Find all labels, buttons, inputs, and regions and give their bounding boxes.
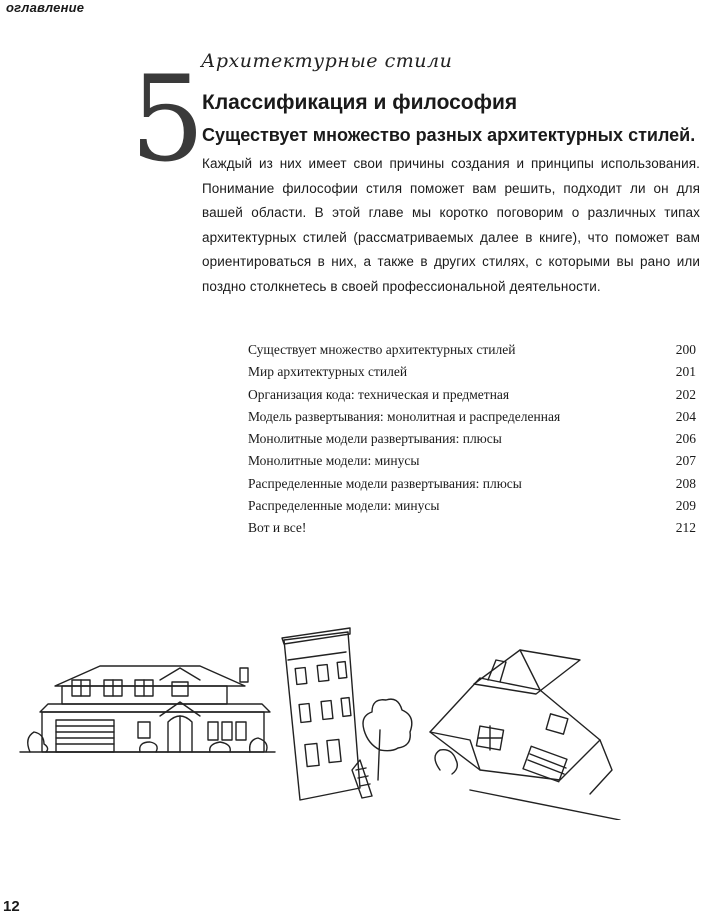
houses-illustration	[0, 620, 703, 820]
townhouse-illustration	[282, 628, 412, 800]
toc-entry[interactable]	[248, 406, 696, 428]
chapter-title: Классификация и философия	[202, 91, 518, 114]
toc-entry-label: Монолитные модели: минусы	[248, 453, 420, 469]
toc-entry[interactable]	[248, 473, 696, 495]
toc-entry-label: Модель развертывания: монолитная и распределенная	[248, 408, 561, 424]
toc-entry-label: Распределенные модели: минусы	[248, 498, 440, 514]
toc-entry-page: 207	[675, 453, 696, 469]
toc-entry-page: 209	[675, 498, 696, 514]
toc-entry-label: Вот и все!	[248, 520, 307, 536]
toc-entry-label: Монолитные модели развертывания: плюсы	[248, 431, 502, 447]
tilted-house-illustration	[430, 650, 620, 820]
toc-entry-page: 202	[675, 386, 696, 402]
toc-entry-page: 204	[675, 408, 696, 424]
table-of-contents	[248, 339, 696, 540]
toc-entry-label: Существует множество архитектурных стилей	[248, 342, 516, 357]
toc-entry[interactable]	[248, 450, 696, 472]
part-title: Архитектурные стили	[201, 50, 453, 72]
toc-entry[interactable]	[248, 361, 696, 383]
page-number: 12	[3, 898, 20, 915]
toc-entry[interactable]	[248, 384, 696, 406]
section-label: оглавление	[6, 0, 85, 15]
toc-entry[interactable]	[248, 495, 696, 517]
toc-entry-page: 212	[675, 520, 696, 536]
toc-entry-label: Распределенные модели развертывания: плюсы	[248, 475, 522, 491]
toc-entry-page: 200	[675, 342, 696, 357]
toc-entry[interactable]	[248, 517, 696, 539]
house-illustration	[20, 666, 275, 752]
toc-entry-label: Мир архитектурных стилей	[248, 364, 408, 380]
toc-entry[interactable]	[248, 428, 696, 450]
toc-entry-page: 201	[675, 364, 696, 380]
chapter-number: 5	[130, 50, 206, 188]
chapter-subtitle: Существует множество разных архитектурных стилей.	[202, 125, 696, 145]
chapter-intro: Каждый из них имеет свои причины создания и принципы использования. Понимание философии стиля поможет вам решить, подходит ли он для вашей области. В этой главе мы коротко поговорим о различных типах архитектурных стилей (рассматриваемых далее в книге), что поможет вам ориентироваться в них, а также в других стилях, с которыми вы рано или поздно столкнетесь в своей профессиональной деятельности.	[202, 156, 700, 294]
toc-entry-label: Организация кода: техническая и предметная	[248, 386, 510, 402]
toc-entry-page: 208	[675, 475, 696, 491]
toc-entry[interactable]	[248, 339, 696, 361]
toc-entry-page: 206	[675, 431, 696, 447]
